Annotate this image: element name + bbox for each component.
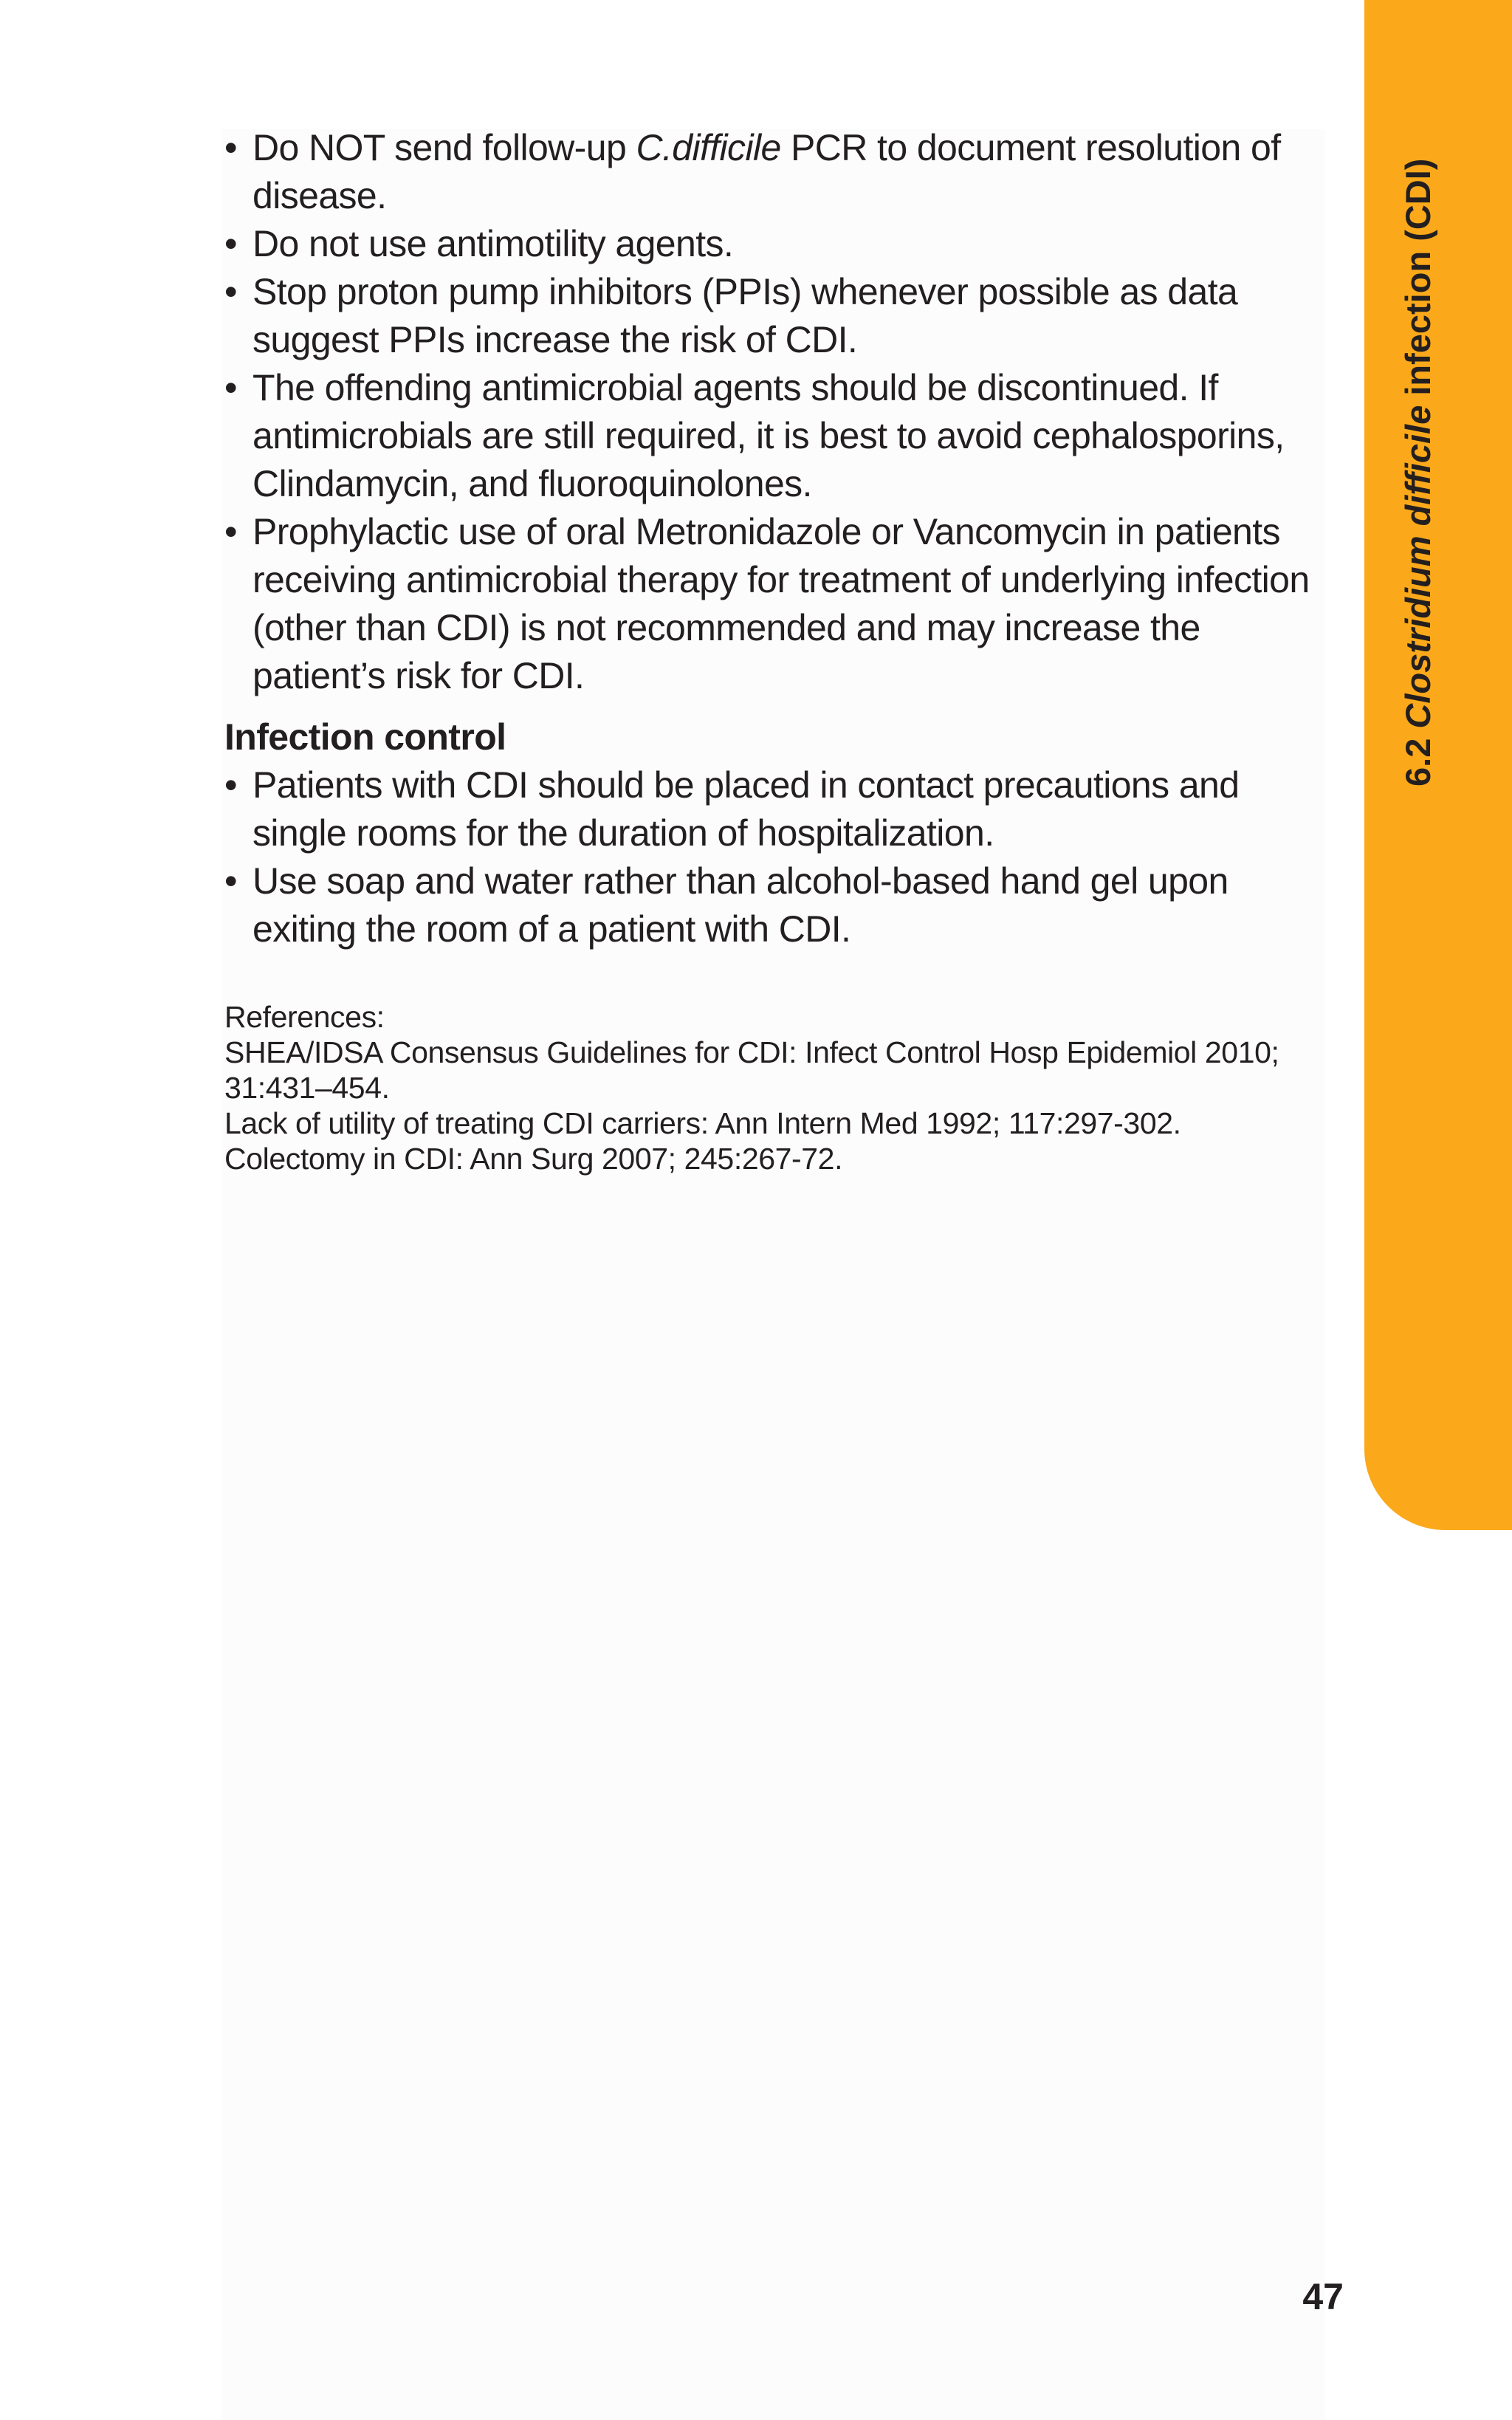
list-item: • The offending antimicrobial agents should be discontinued. If antimicrobials are still required, it is best to avoid cephalosporins, Clindamycin, and fluoroquinolones. [224, 364, 1332, 508]
list-item: • Prophylactic use of oral Metronidazole or Vancomycin in patients receiving antimicrobial therapy for treatment of underlying infection (other than CDI) is not recommended and may increase the patient’s risk for CDI. [224, 508, 1332, 700]
list-item: • Do not use antimotility agents. [224, 220, 1332, 268]
bullet-text-italic: C.difficile [636, 127, 781, 168]
infection-control-heading: Infection control [224, 716, 506, 758]
chapter-title-italic: Clostridium difficile [1398, 405, 1437, 729]
list-item [224, 124, 1332, 220]
recommendations-list [224, 124, 1332, 700]
list-item: • Stop proton pump inhibitors (PPIs) whenever possible as data suggest PPIs increase the risk of CDI. [224, 268, 1332, 364]
chapter-title [1398, 137, 1439, 786]
reference-item: Lack of utility of treating CDI carriers: Ann Intern Med 1992; 117:297-302. [224, 1106, 1181, 1140]
reference-item: Colectomy in CDI: Ann Surg 2007; 245:267-72. [224, 1142, 843, 1176]
chapter-title-suffix: infection (CDI) [1398, 158, 1437, 405]
page-content [224, 124, 1332, 1176]
chapter-title-prefix: 6.2 [1398, 728, 1437, 786]
page-number: 47 [1302, 2276, 1344, 2317]
reference-item: SHEA/IDSA Consensus Guidelines for CDI: Infect Control Hosp Epidemiol 2010; 31:431–454. [224, 1035, 1279, 1105]
references [224, 999, 1332, 1176]
bullet-text-after: PCR to document resolution of disease. [252, 127, 1281, 216]
list-item: • Patients with CDI should be placed in contact precautions and single rooms for the duration of hospitalization. [224, 761, 1332, 857]
list-item: • Use soap and water rather than alcohol-based hand gel upon exiting the room of a patient with CDI. [224, 857, 1332, 953]
bullet-text-before: Do NOT send follow-up [252, 127, 636, 168]
infection-control-list [224, 761, 1332, 953]
references-label: References: [224, 1000, 385, 1034]
